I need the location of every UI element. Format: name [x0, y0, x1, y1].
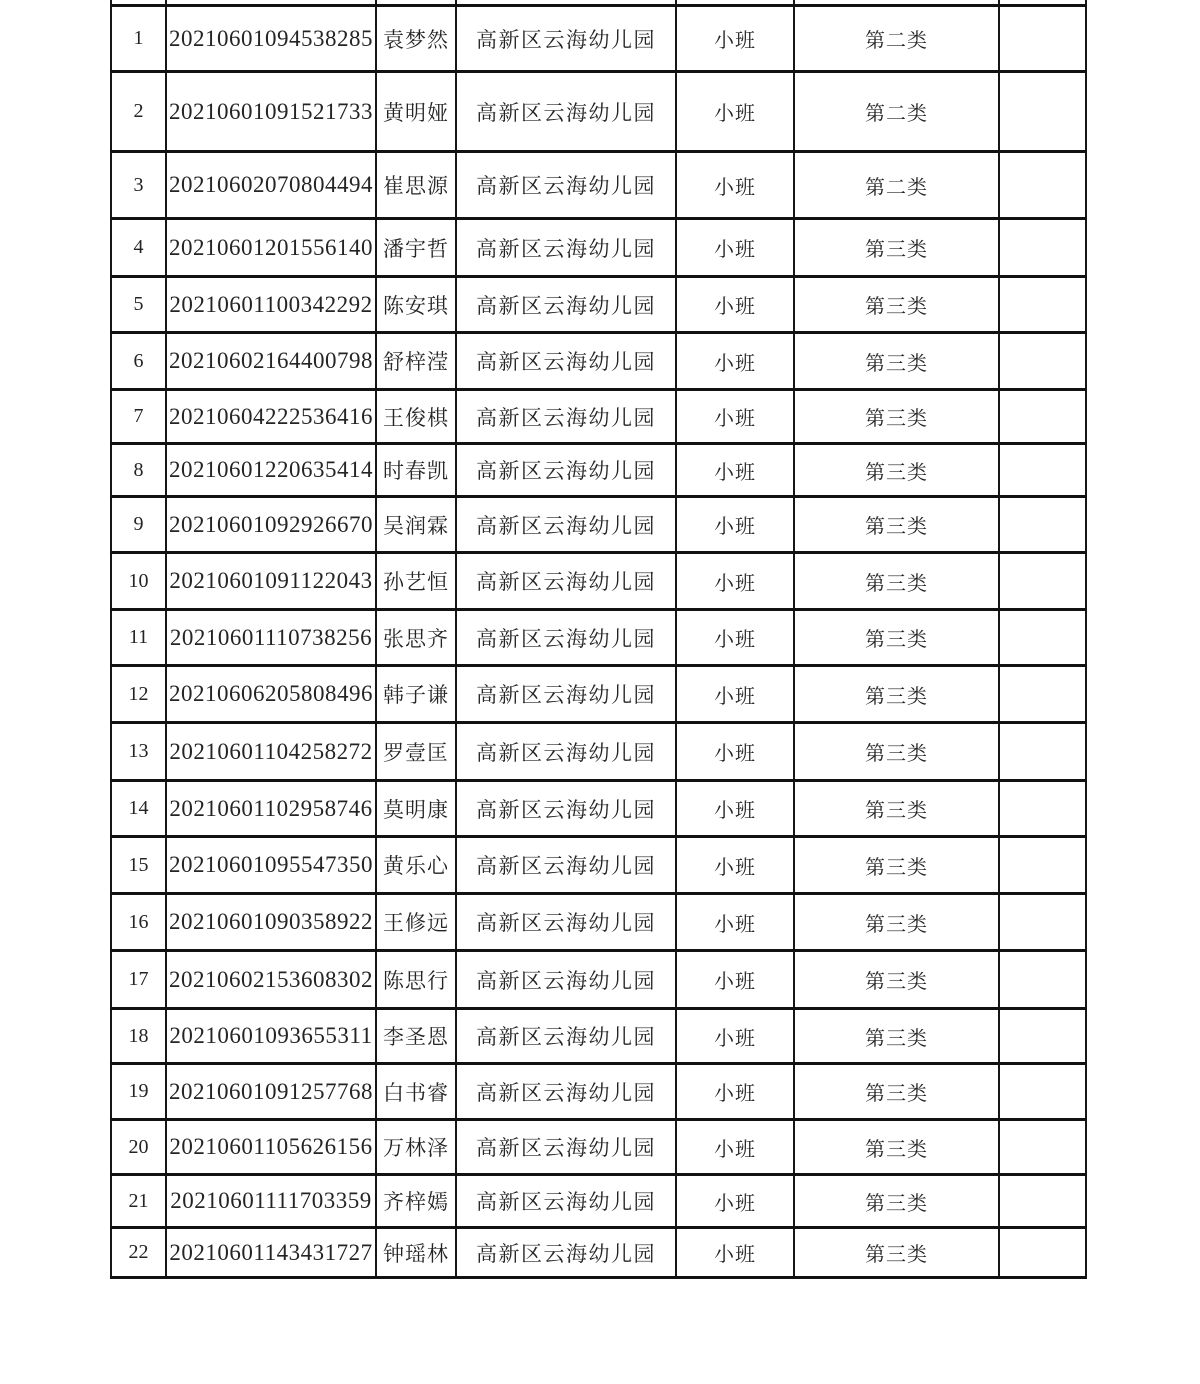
remark-cell	[999, 1228, 1086, 1278]
kindergarten-name: 高新区云海幼儿园	[456, 277, 676, 333]
remark-cell	[999, 1064, 1086, 1120]
child-name: 孙艺恒	[376, 553, 456, 610]
admission-category: 第三类	[794, 610, 999, 666]
table-row	[111, 1175, 1086, 1228]
class-level: 小班	[676, 497, 794, 553]
child-name: 白书睿	[376, 1064, 456, 1120]
remark-cell	[999, 152, 1086, 219]
kindergarten-name: 高新区云海幼儿园	[456, 837, 676, 894]
class-level: 小班	[676, 72, 794, 152]
remark-cell	[999, 390, 1086, 444]
table-row	[111, 1228, 1086, 1278]
kindergarten-name: 高新区云海幼儿园	[456, 1120, 676, 1175]
row-number: 1	[111, 6, 166, 72]
class-level: 小班	[676, 1064, 794, 1120]
class-level: 小班	[676, 444, 794, 497]
kindergarten-name: 高新区云海幼儿园	[456, 390, 676, 444]
remark-cell	[999, 219, 1086, 277]
registration-id: 20210604222536416	[166, 390, 376, 444]
child-name: 舒梓滢	[376, 333, 456, 390]
registration-id: 20210601102958746	[166, 781, 376, 837]
row-number: 9	[111, 497, 166, 553]
remark-cell	[999, 1009, 1086, 1064]
table-row	[111, 610, 1086, 666]
table-row	[111, 781, 1086, 837]
child-name: 韩子谦	[376, 666, 456, 723]
child-name: 陈思行	[376, 951, 456, 1009]
table-row	[111, 152, 1086, 219]
table-row	[111, 1009, 1086, 1064]
admission-category: 第二类	[794, 6, 999, 72]
table-row	[111, 277, 1086, 333]
child-name: 齐梓嫣	[376, 1175, 456, 1228]
child-name: 王俊棋	[376, 390, 456, 444]
registration-id: 20210601090358922	[166, 894, 376, 951]
child-name: 黄明娅	[376, 72, 456, 152]
admission-category: 第三类	[794, 219, 999, 277]
registration-id: 20210601201556140	[166, 219, 376, 277]
row-number: 17	[111, 951, 166, 1009]
class-level: 小班	[676, 277, 794, 333]
class-level: 小班	[676, 219, 794, 277]
row-number: 6	[111, 333, 166, 390]
table-row	[111, 1064, 1086, 1120]
kindergarten-name: 高新区云海幼儿园	[456, 72, 676, 152]
kindergarten-name: 高新区云海幼儿园	[456, 553, 676, 610]
remark-cell	[999, 553, 1086, 610]
child-name: 陈安琪	[376, 277, 456, 333]
admission-category: 第三类	[794, 1064, 999, 1120]
remark-cell	[999, 781, 1086, 837]
remark-cell	[999, 277, 1086, 333]
table-row	[111, 72, 1086, 152]
row-number: 11	[111, 610, 166, 666]
remark-cell	[999, 666, 1086, 723]
admission-category: 第三类	[794, 444, 999, 497]
kindergarten-name: 高新区云海幼儿园	[456, 1228, 676, 1278]
admission-category: 第三类	[794, 894, 999, 951]
admission-table	[110, 0, 1087, 1279]
class-level: 小班	[676, 1175, 794, 1228]
child-name: 钟瑶林	[376, 1228, 456, 1278]
row-number: 10	[111, 553, 166, 610]
child-name: 崔思源	[376, 152, 456, 219]
row-number: 19	[111, 1064, 166, 1120]
row-number: 20	[111, 1120, 166, 1175]
row-number: 21	[111, 1175, 166, 1228]
row-number: 22	[111, 1228, 166, 1278]
remark-cell	[999, 333, 1086, 390]
remark-cell	[999, 894, 1086, 951]
kindergarten-name: 高新区云海幼儿园	[456, 219, 676, 277]
class-level: 小班	[676, 894, 794, 951]
class-level: 小班	[676, 152, 794, 219]
registration-id: 20210601092926670	[166, 497, 376, 553]
class-level: 小班	[676, 1228, 794, 1278]
registration-id: 20210601091521733	[166, 72, 376, 152]
class-level: 小班	[676, 723, 794, 781]
kindergarten-name: 高新区云海幼儿园	[456, 894, 676, 951]
admission-category: 第三类	[794, 666, 999, 723]
child-name: 罗壹匡	[376, 723, 456, 781]
remark-cell	[999, 951, 1086, 1009]
registration-id: 20210601091122043	[166, 553, 376, 610]
class-level: 小班	[676, 610, 794, 666]
child-name: 莫明康	[376, 781, 456, 837]
registration-id: 20210601093655311	[166, 1009, 376, 1064]
class-level: 小班	[676, 553, 794, 610]
admission-category: 第三类	[794, 1175, 999, 1228]
registration-id: 20210601110738256	[166, 610, 376, 666]
table-row	[111, 333, 1086, 390]
remark-cell	[999, 723, 1086, 781]
row-number: 7	[111, 390, 166, 444]
registration-id: 20210601104258272	[166, 723, 376, 781]
registration-id: 20210601105626156	[166, 1120, 376, 1175]
registration-id: 20210602153608302	[166, 951, 376, 1009]
kindergarten-name: 高新区云海幼儿园	[456, 1009, 676, 1064]
row-number: 13	[111, 723, 166, 781]
row-number: 12	[111, 666, 166, 723]
registration-id: 20210602164400798	[166, 333, 376, 390]
admission-category: 第二类	[794, 152, 999, 219]
table-row	[111, 951, 1086, 1009]
registration-id: 20210602070804494	[166, 152, 376, 219]
table-row	[111, 497, 1086, 553]
class-level: 小班	[676, 6, 794, 72]
registration-id: 20210601094538285	[166, 6, 376, 72]
child-name: 吴润霖	[376, 497, 456, 553]
admission-category: 第三类	[794, 497, 999, 553]
table-row	[111, 894, 1086, 951]
remark-cell	[999, 72, 1086, 152]
registration-id: 20210601100342292	[166, 277, 376, 333]
table-row	[111, 390, 1086, 444]
class-level: 小班	[676, 390, 794, 444]
admission-category: 第三类	[794, 277, 999, 333]
kindergarten-name: 高新区云海幼儿园	[456, 666, 676, 723]
admission-category: 第三类	[794, 333, 999, 390]
registration-id: 20210601091257768	[166, 1064, 376, 1120]
child-name: 李圣恩	[376, 1009, 456, 1064]
table-row	[111, 219, 1086, 277]
table-row	[111, 723, 1086, 781]
admission-category: 第三类	[794, 1120, 999, 1175]
child-name: 张思齐	[376, 610, 456, 666]
registration-id: 20210601143431727	[166, 1228, 376, 1278]
table-row	[111, 553, 1086, 610]
child-name: 黄乐心	[376, 837, 456, 894]
admission-category: 第三类	[794, 390, 999, 444]
remark-cell	[999, 837, 1086, 894]
admission-category: 第三类	[794, 837, 999, 894]
registration-id: 20210601111703359	[166, 1175, 376, 1228]
remark-cell	[999, 6, 1086, 72]
child-name: 时春凯	[376, 444, 456, 497]
kindergarten-name: 高新区云海幼儿园	[456, 333, 676, 390]
remark-cell	[999, 1120, 1086, 1175]
table-row	[111, 444, 1086, 497]
row-number: 4	[111, 219, 166, 277]
admission-category: 第三类	[794, 951, 999, 1009]
kindergarten-name: 高新区云海幼儿园	[456, 610, 676, 666]
child-name: 王修远	[376, 894, 456, 951]
row-number: 3	[111, 152, 166, 219]
kindergarten-name: 高新区云海幼儿园	[456, 497, 676, 553]
registration-id: 20210601095547350	[166, 837, 376, 894]
table-row	[111, 666, 1086, 723]
kindergarten-name: 高新区云海幼儿园	[456, 152, 676, 219]
child-name: 万林泽	[376, 1120, 456, 1175]
kindergarten-name: 高新区云海幼儿园	[456, 6, 676, 72]
child-name: 潘宇哲	[376, 219, 456, 277]
registration-id: 20210601220635414	[166, 444, 376, 497]
kindergarten-name: 高新区云海幼儿园	[456, 951, 676, 1009]
class-level: 小班	[676, 333, 794, 390]
admission-category: 第三类	[794, 553, 999, 610]
table-row	[111, 1120, 1086, 1175]
admission-table-body	[111, 0, 1086, 1278]
row-number: 2	[111, 72, 166, 152]
class-level: 小班	[676, 666, 794, 723]
class-level: 小班	[676, 781, 794, 837]
row-number: 14	[111, 781, 166, 837]
row-number: 8	[111, 444, 166, 497]
admission-category: 第三类	[794, 781, 999, 837]
kindergarten-name: 高新区云海幼儿园	[456, 781, 676, 837]
row-number: 18	[111, 1009, 166, 1064]
class-level: 小班	[676, 837, 794, 894]
row-number: 16	[111, 894, 166, 951]
kindergarten-name: 高新区云海幼儿园	[456, 1064, 676, 1120]
kindergarten-name: 高新区云海幼儿园	[456, 444, 676, 497]
registration-id: 20210606205808496	[166, 666, 376, 723]
remark-cell	[999, 497, 1086, 553]
child-name: 袁梦然	[376, 6, 456, 72]
remark-cell	[999, 1175, 1086, 1228]
admission-category: 第三类	[794, 1228, 999, 1278]
class-level: 小班	[676, 1009, 794, 1064]
remark-cell	[999, 444, 1086, 497]
kindergarten-name: 高新区云海幼儿园	[456, 723, 676, 781]
admission-category: 第三类	[794, 1009, 999, 1064]
row-number: 5	[111, 277, 166, 333]
table-row	[111, 6, 1086, 72]
class-level: 小班	[676, 1120, 794, 1175]
row-number: 15	[111, 837, 166, 894]
remark-cell	[999, 610, 1086, 666]
kindergarten-name: 高新区云海幼儿园	[456, 1175, 676, 1228]
admission-category: 第二类	[794, 72, 999, 152]
table-row	[111, 837, 1086, 894]
class-level: 小班	[676, 951, 794, 1009]
admission-category: 第三类	[794, 723, 999, 781]
